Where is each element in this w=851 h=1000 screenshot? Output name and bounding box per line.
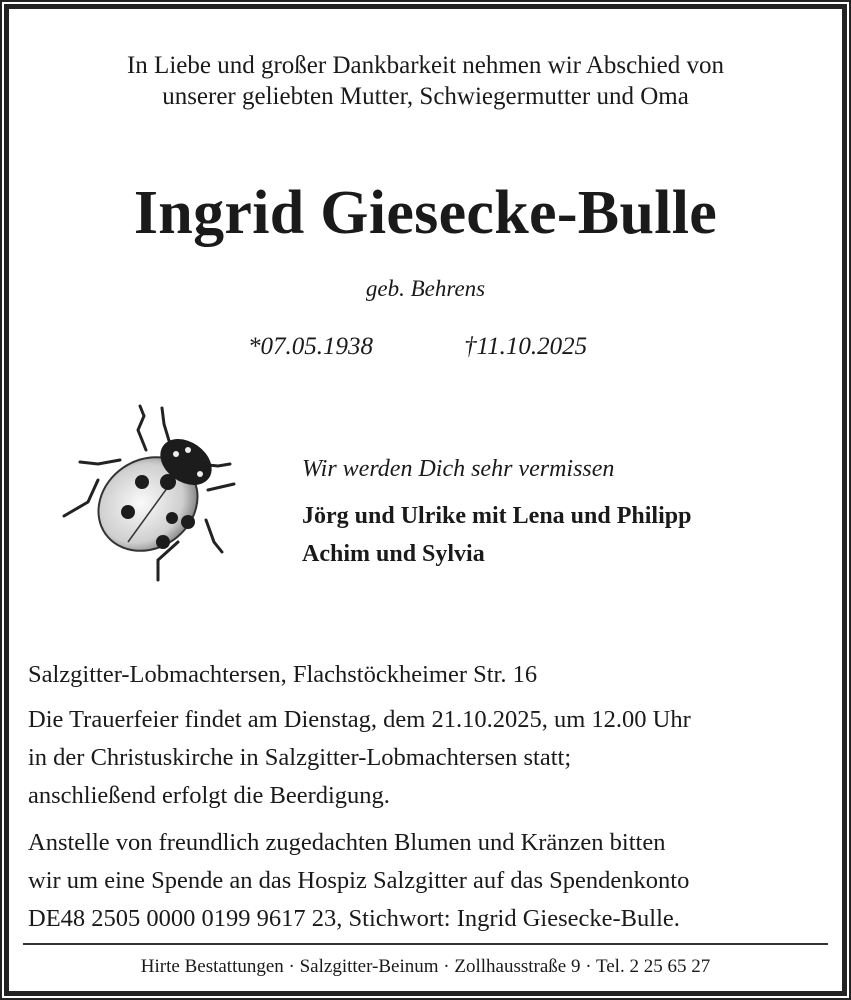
funeral-line: anschließend erfolgt die Beerdigung.: [28, 782, 390, 809]
family-line: Jörg und Ulrike mit Lena und Philipp: [302, 503, 692, 529]
funeral-info: [28, 701, 691, 815]
funeral-line: Die Trauerfeier findet am Dienstag, dem 21.10.2025, um 12.00 Uhr: [28, 706, 691, 733]
deceased-name: Ingrid Giesecke-Bulle: [133, 179, 718, 247]
donation-line: wir um eine Spende an das Hospiz Salzgitter auf das Spendenkonto: [28, 867, 690, 894]
funeral-line: in der Christuskirche in Salzgitter-Lobmachtersen statt;: [28, 744, 572, 771]
donation-line: Anstelle von freundlich zugedachten Blumen und Kränzen bitten: [28, 829, 666, 856]
birth-date: *07.05.1938: [248, 333, 373, 360]
footer-divider: [23, 943, 828, 945]
family-names: [302, 497, 691, 573]
donation-info: [28, 824, 689, 938]
funeral-home-footer: Hirte Bestattungen · Salzgitter-Beinum · Zollhausstraße 9 · Tel. 2 25 65 27: [140, 956, 711, 977]
death-date: †11.10.2025: [464, 333, 588, 360]
intro-line: In Liebe und großer Dankbarkeit nehmen wir Abschied von: [126, 52, 725, 79]
maiden-name: geb. Behrens: [365, 276, 486, 301]
address: Salzgitter-Lobmachtersen, Flachstöckheimer Str. 16: [28, 661, 538, 688]
ladybug-illustration: [58, 402, 238, 582]
donation-line: DE48 2505 0000 0199 9617 23, Stichwort: Ingrid Giesecke-Bulle.: [28, 905, 680, 932]
intro-text: [0, 50, 851, 112]
farewell-text: Wir werden Dich sehr vermissen: [302, 456, 615, 482]
family-line: Achim und Sylvia: [302, 541, 485, 567]
intro-line: unserer geliebten Mutter, Schwiegermutter und Oma: [162, 83, 689, 110]
